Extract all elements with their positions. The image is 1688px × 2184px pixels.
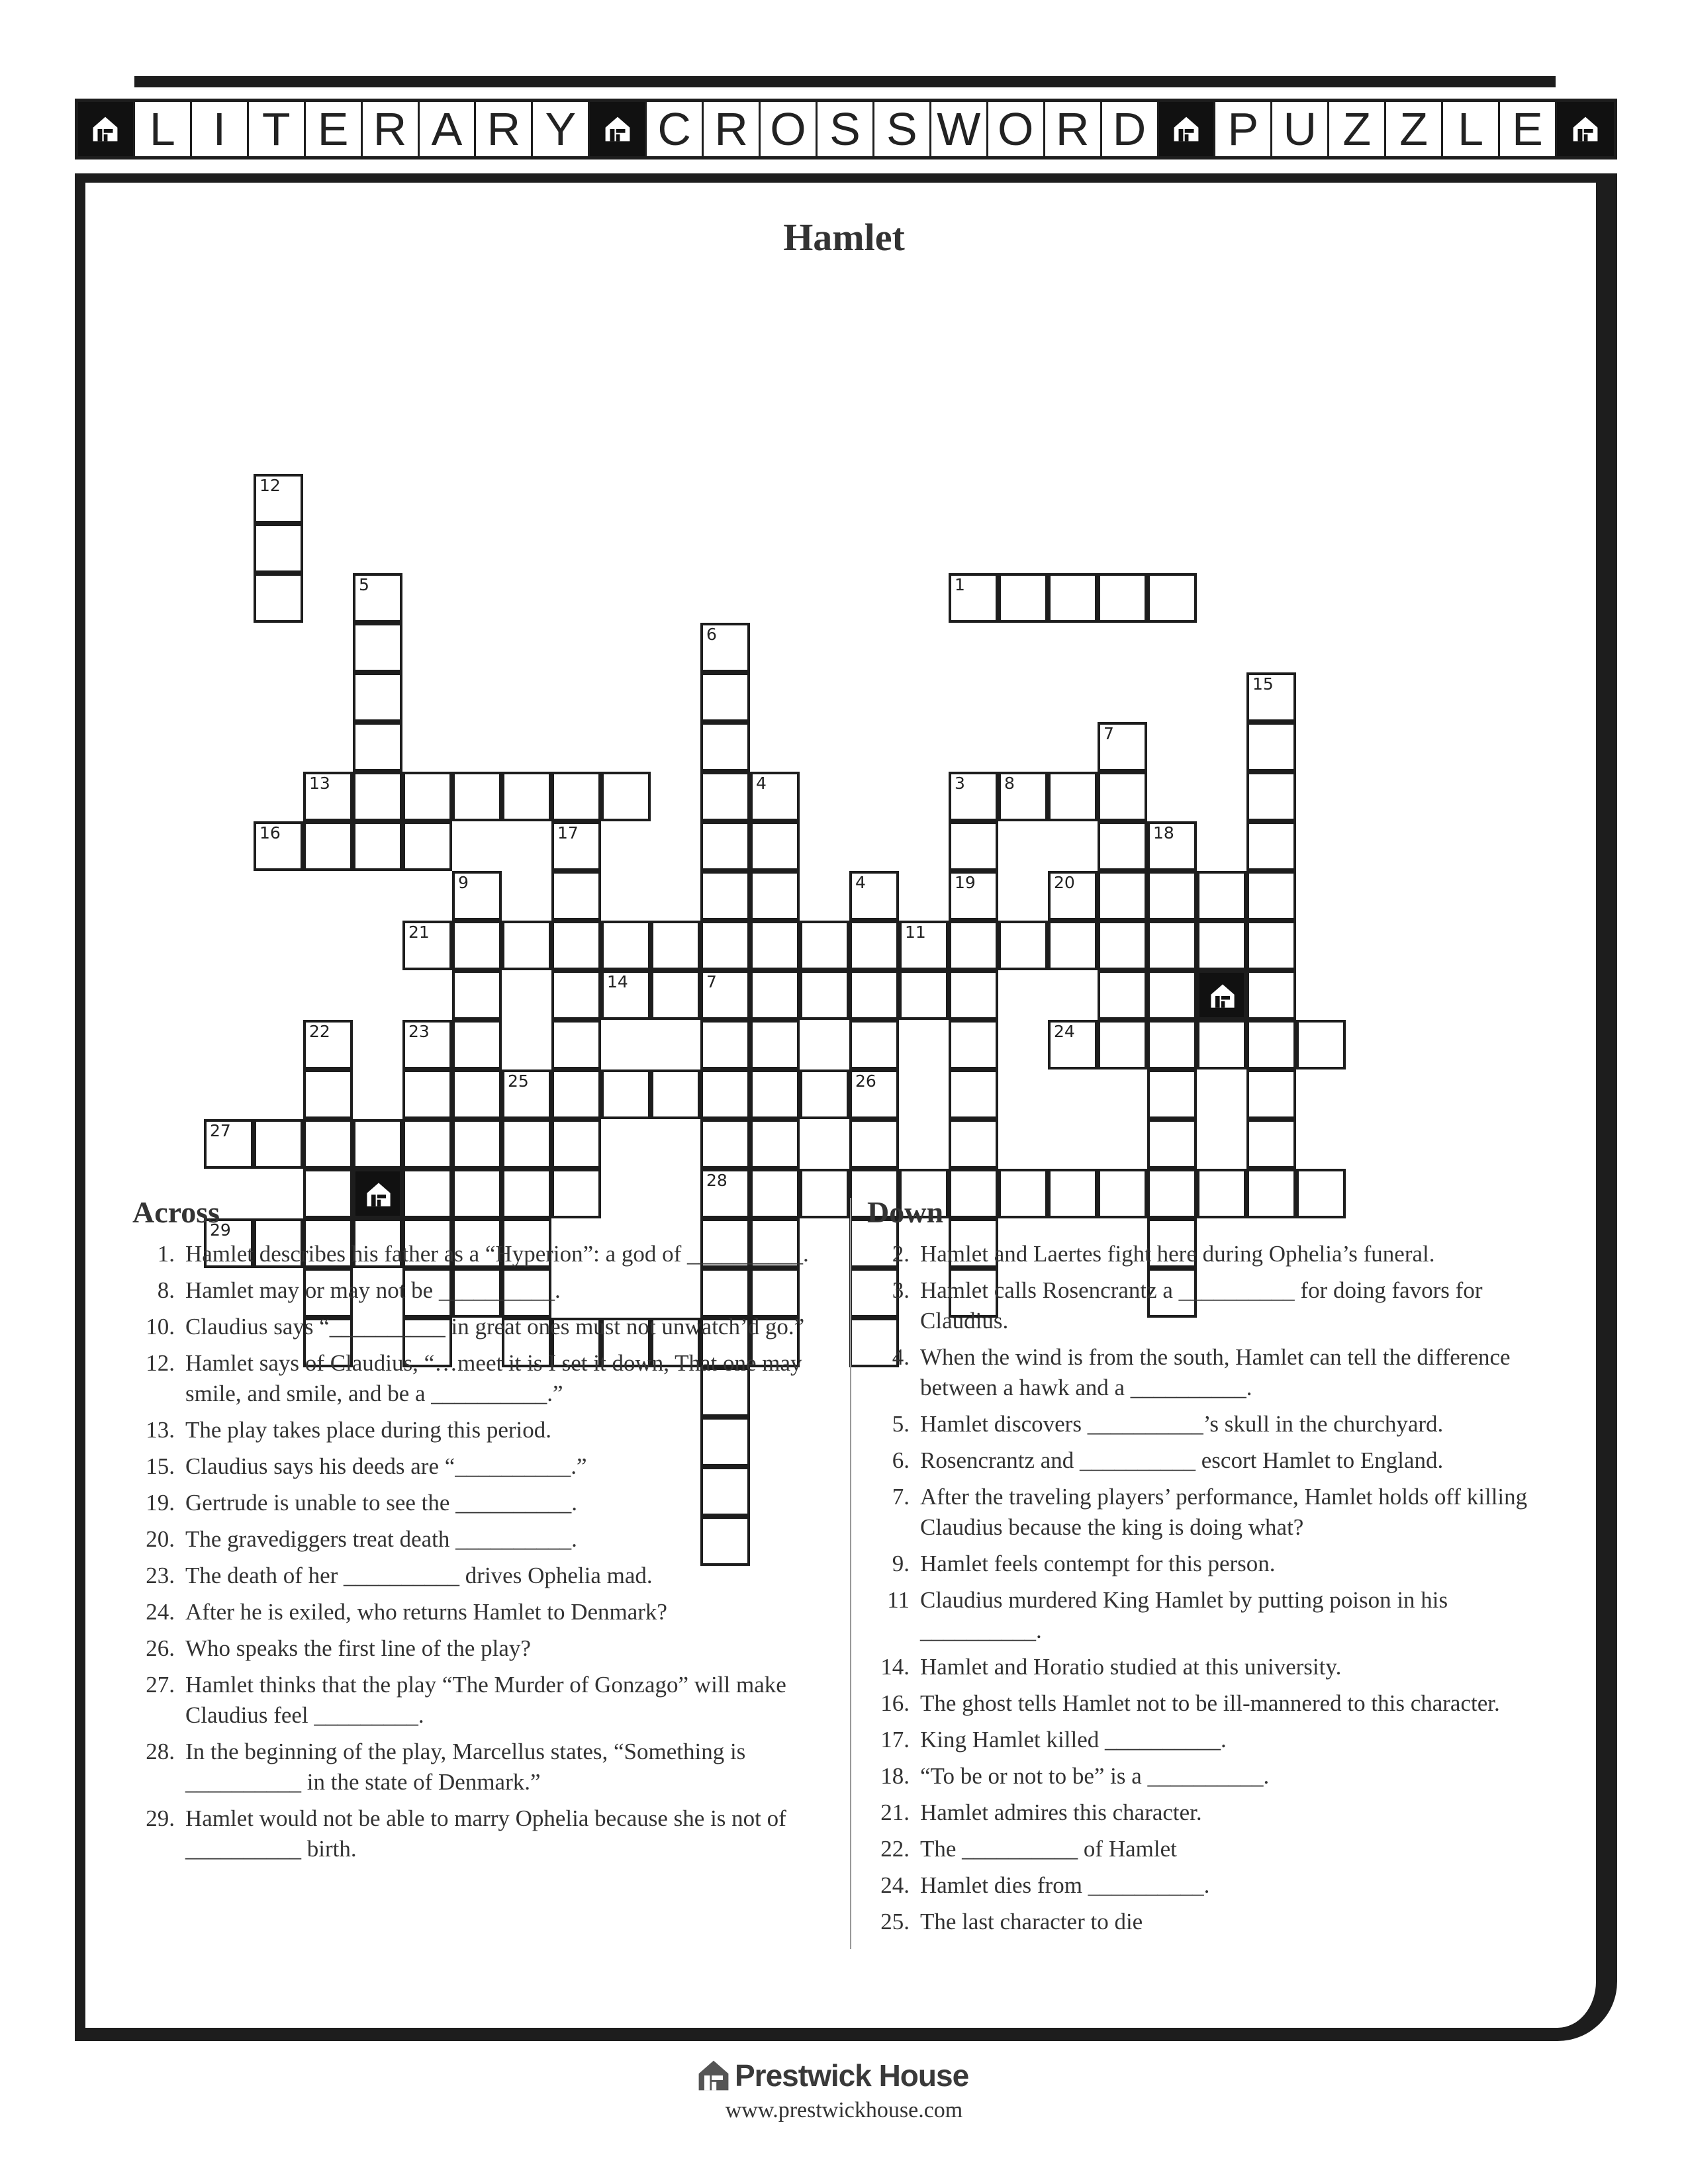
grid-cell[interactable] bbox=[800, 921, 849, 970]
clue-item-number: 27. bbox=[146, 1672, 175, 1698]
clue-item-number: 9. bbox=[892, 1551, 910, 1576]
grid-cell[interactable] bbox=[949, 970, 998, 1020]
grid-cell[interactable] bbox=[1197, 921, 1246, 970]
grid-cell[interactable] bbox=[750, 1020, 800, 1069]
clue-number: 12 bbox=[259, 476, 281, 495]
across-clue-list bbox=[132, 1239, 841, 1864]
grid-cell[interactable] bbox=[551, 821, 601, 871]
clue-item bbox=[867, 1652, 1562, 1682]
clue-number: 4 bbox=[855, 873, 866, 892]
clue-item-number: 21. bbox=[880, 1799, 910, 1825]
clue-item bbox=[867, 1834, 1562, 1864]
banner-letter: R bbox=[363, 102, 420, 156]
column-divider bbox=[850, 1198, 851, 1949]
clue-number: 4 bbox=[756, 774, 767, 793]
down-clue-list bbox=[867, 1239, 1562, 1937]
clue-item bbox=[132, 1737, 841, 1797]
banner-letter: W bbox=[931, 102, 988, 156]
banner-letter: O bbox=[988, 102, 1045, 156]
clue-number: 18 bbox=[1153, 823, 1174, 842]
clue-number: 25 bbox=[508, 1071, 529, 1091]
grid-cell[interactable] bbox=[899, 921, 949, 970]
grid-cell[interactable] bbox=[452, 1119, 502, 1169]
grid-cell[interactable] bbox=[402, 1069, 452, 1119]
banner-letter: Z bbox=[1329, 102, 1386, 156]
grid-cell[interactable] bbox=[502, 772, 551, 821]
clue-item-number: 11 bbox=[887, 1587, 910, 1613]
clue-item-text: After the traveling players’ performance, Hamlet holds off killing Claudius because the king is doing what? bbox=[920, 1484, 1528, 1540]
grid-cell[interactable] bbox=[1246, 1020, 1296, 1069]
grid-cell[interactable] bbox=[849, 871, 899, 921]
grid-cell[interactable] bbox=[1098, 821, 1147, 871]
clue-item bbox=[867, 1761, 1562, 1792]
grid-cell[interactable] bbox=[700, 1069, 750, 1119]
grid-cell[interactable] bbox=[353, 1119, 402, 1169]
clue-item-text: When the wind is from the south, Hamlet can tell the difference between a hawk and a __________. bbox=[920, 1344, 1511, 1400]
clue-number: 1 bbox=[955, 575, 965, 594]
grid-cell[interactable] bbox=[601, 772, 651, 821]
banner-letter: S bbox=[818, 102, 874, 156]
clue-item bbox=[867, 1275, 1562, 1336]
grid-cell[interactable] bbox=[502, 1069, 551, 1119]
clue-number: 11 bbox=[905, 923, 926, 942]
grid-cell[interactable] bbox=[750, 1119, 800, 1169]
clue-item bbox=[867, 1585, 1562, 1646]
clue-number: 24 bbox=[1054, 1022, 1075, 1041]
grid-cell[interactable] bbox=[1197, 871, 1246, 921]
clue-number: 15 bbox=[1252, 674, 1274, 694]
banner-letter: L bbox=[1443, 102, 1500, 156]
clue-number: 28 bbox=[706, 1171, 727, 1190]
clue-item-number: 16. bbox=[880, 1690, 910, 1716]
clue-item-text: Hamlet and Horatio studied at this university. bbox=[920, 1654, 1342, 1680]
clue-item-number: 29. bbox=[146, 1805, 175, 1831]
grid-cell[interactable] bbox=[750, 921, 800, 970]
grid-cell[interactable] bbox=[1098, 1020, 1147, 1069]
prestwick-house-icon bbox=[1197, 970, 1246, 1020]
clue-item bbox=[132, 1488, 841, 1518]
banner-letter: U bbox=[1272, 102, 1329, 156]
grid-cell[interactable] bbox=[1098, 970, 1147, 1020]
clue-item bbox=[867, 1482, 1562, 1543]
grid-cell[interactable] bbox=[452, 1020, 502, 1069]
grid-cell[interactable] bbox=[353, 573, 402, 623]
grid-cell[interactable] bbox=[849, 1119, 899, 1169]
grid-cell[interactable] bbox=[949, 821, 998, 871]
puzzle-title: Hamlet bbox=[783, 216, 905, 259]
clue-number: 13 bbox=[309, 774, 330, 793]
grid-cell[interactable] bbox=[1048, 1020, 1098, 1069]
grid-cell[interactable] bbox=[502, 1119, 551, 1169]
grid-cell[interactable] bbox=[1147, 970, 1197, 1020]
clue-item bbox=[132, 1597, 841, 1627]
clue-item-number: 20. bbox=[146, 1526, 175, 1552]
clue-item bbox=[132, 1524, 841, 1555]
grid-cell[interactable] bbox=[502, 921, 551, 970]
grid-cell[interactable] bbox=[551, 772, 601, 821]
grid-cell[interactable] bbox=[998, 921, 1048, 970]
grid-cell[interactable] bbox=[254, 821, 303, 871]
grid-cell[interactable] bbox=[1147, 573, 1197, 623]
grid-cell[interactable] bbox=[551, 1069, 601, 1119]
grid-cell[interactable] bbox=[750, 821, 800, 871]
grid-cell[interactable] bbox=[949, 573, 998, 623]
grid-cell[interactable] bbox=[1048, 921, 1098, 970]
clue-item-text: “To be or not to be” is a __________. bbox=[920, 1763, 1270, 1789]
clue-item-text: Gertrude is unable to see the __________. bbox=[185, 1490, 577, 1516]
clue-item bbox=[867, 1688, 1562, 1719]
grid-cell[interactable] bbox=[353, 623, 402, 672]
grid-cell[interactable] bbox=[601, 1069, 651, 1119]
grid-cell[interactable] bbox=[651, 921, 700, 970]
grid-cell[interactable] bbox=[254, 1119, 303, 1169]
grid-cell[interactable] bbox=[849, 921, 899, 970]
banner-letter: O bbox=[761, 102, 818, 156]
banner-letter: R bbox=[476, 102, 533, 156]
grid-cell[interactable] bbox=[800, 970, 849, 1020]
clue-item-text: The gravediggers treat death __________. bbox=[185, 1526, 577, 1552]
clue-item-number: 4. bbox=[892, 1344, 910, 1370]
clue-item-text: Hamlet dies from __________. bbox=[920, 1872, 1210, 1898]
grid-cell[interactable] bbox=[949, 772, 998, 821]
clue-number: 23 bbox=[408, 1022, 430, 1041]
clue-item-number: 26. bbox=[146, 1635, 175, 1661]
clue-item bbox=[867, 1342, 1562, 1403]
banner-letter: Y bbox=[533, 102, 590, 156]
clue-number: 17 bbox=[557, 823, 579, 842]
clue-item bbox=[867, 1239, 1562, 1269]
clue-number: 27 bbox=[210, 1121, 231, 1140]
grid-cell[interactable] bbox=[700, 623, 750, 672]
grid-cell[interactable] bbox=[651, 970, 700, 1020]
clue-number: 20 bbox=[1054, 873, 1075, 892]
clue-number: 7 bbox=[706, 972, 717, 991]
clue-item-text: Claudius says “__________ in great ones must not unwatch’d go.” bbox=[185, 1314, 805, 1340]
clue-item-text: Hamlet and Laertes fight here during Ophelia’s funeral. bbox=[920, 1241, 1435, 1267]
clue-item bbox=[132, 1348, 841, 1409]
clue-item bbox=[132, 1633, 841, 1664]
clue-item-text: Rosencrantz and __________ escort Hamlet to England. bbox=[920, 1447, 1444, 1473]
clue-item bbox=[132, 1451, 841, 1482]
grid-cell[interactable] bbox=[998, 573, 1048, 623]
grid-cell[interactable] bbox=[1147, 821, 1197, 871]
clue-item-number: 23. bbox=[146, 1563, 175, 1588]
clue-item bbox=[867, 1797, 1562, 1828]
grid-cell[interactable] bbox=[750, 1069, 800, 1119]
grid-cell[interactable] bbox=[303, 772, 353, 821]
clue-item-text: The death of her __________ drives Ophelia mad. bbox=[185, 1563, 653, 1588]
banner-letter: R bbox=[704, 102, 761, 156]
grid-cell[interactable] bbox=[1246, 1069, 1296, 1119]
clue-item-number: 17. bbox=[880, 1727, 910, 1752]
clue-item bbox=[867, 1549, 1562, 1579]
down-heading: Down bbox=[867, 1195, 944, 1229]
clue-item-number: 10. bbox=[146, 1314, 175, 1340]
grid-cell[interactable] bbox=[1098, 722, 1147, 772]
clue-item-number: 6. bbox=[892, 1447, 910, 1473]
grid-cell[interactable] bbox=[949, 871, 998, 921]
clue-item-number: 13. bbox=[146, 1417, 175, 1443]
banner-letter: P bbox=[1215, 102, 1272, 156]
clue-item-number: 24. bbox=[146, 1599, 175, 1625]
grid-cell[interactable] bbox=[849, 1020, 899, 1069]
clue-number: 21 bbox=[408, 923, 430, 942]
clue-item-text: Hamlet would not be able to marry Ophelia because she is not of __________ birth. bbox=[185, 1805, 786, 1862]
grid-cell[interactable] bbox=[849, 1069, 899, 1119]
down-clues bbox=[867, 1195, 1562, 1943]
clue-number: 5 bbox=[359, 575, 369, 594]
clue-item-number: 7. bbox=[892, 1484, 910, 1510]
grid-cell[interactable] bbox=[402, 1119, 452, 1169]
grid-cell[interactable] bbox=[303, 821, 353, 871]
banner-letter: T bbox=[249, 102, 306, 156]
clue-item bbox=[867, 1445, 1562, 1476]
clue-item-text: Claudius murdered King Hamlet by putting poison in his __________. bbox=[920, 1587, 1448, 1643]
grid-cell[interactable] bbox=[700, 1020, 750, 1069]
grid-cell[interactable] bbox=[800, 1069, 849, 1119]
across-clues bbox=[132, 1195, 841, 1870]
grid-cell[interactable] bbox=[1098, 871, 1147, 921]
grid-cell[interactable] bbox=[750, 871, 800, 921]
grid-cell[interactable] bbox=[1246, 672, 1296, 722]
grid-cell[interactable] bbox=[949, 1069, 998, 1119]
banner-letter: Z bbox=[1386, 102, 1443, 156]
clue-item bbox=[132, 1803, 841, 1864]
clue-item bbox=[132, 1239, 841, 1269]
grid-cell[interactable] bbox=[1147, 1119, 1197, 1169]
clue-number: 26 bbox=[855, 1071, 876, 1091]
grid-cell[interactable] bbox=[700, 1119, 750, 1169]
clue-item-text: Hamlet says of Claudius, “…meet it is I set it down, That one may smile, and smile, and be a __________.” bbox=[185, 1350, 802, 1406]
clue-item-text: In the beginning of the play, Marcellus states, “Something is __________ in the state of Denmark.” bbox=[185, 1739, 746, 1795]
grid-cell[interactable] bbox=[452, 921, 502, 970]
clue-number: 6 bbox=[706, 625, 717, 644]
publisher-logo bbox=[695, 2057, 993, 2094]
clue-item bbox=[132, 1415, 841, 1445]
clue-item-text: Claudius says his deeds are “__________.” bbox=[185, 1453, 587, 1479]
grid-cell[interactable] bbox=[1098, 573, 1147, 623]
clue-item bbox=[132, 1561, 841, 1591]
clue-item-number: 3. bbox=[892, 1277, 910, 1303]
clue-item bbox=[132, 1670, 841, 1731]
clue-item bbox=[132, 1275, 841, 1306]
banner-letter: R bbox=[1045, 102, 1102, 156]
clue-item-text: Hamlet feels contempt for this person. bbox=[920, 1551, 1276, 1576]
clue-item-number: 15. bbox=[146, 1453, 175, 1479]
banner-letter: D bbox=[1102, 102, 1159, 156]
banner-letter: A bbox=[420, 102, 477, 156]
clue-number: 3 bbox=[955, 774, 965, 793]
grid-cell[interactable] bbox=[303, 1119, 353, 1169]
grid-cell[interactable] bbox=[1147, 921, 1197, 970]
banner-letter: E bbox=[306, 102, 363, 156]
grid-cell[interactable] bbox=[601, 921, 651, 970]
grid-cell[interactable] bbox=[1048, 871, 1098, 921]
grid-cell[interactable] bbox=[700, 672, 750, 722]
grid-cell[interactable] bbox=[402, 772, 452, 821]
clue-number: 19 bbox=[955, 873, 976, 892]
grid-cell[interactable] bbox=[1296, 1020, 1346, 1069]
grid-cell[interactable] bbox=[551, 1119, 601, 1169]
clue-item-text: The ghost tells Hamlet not to be ill-mannered to this character. bbox=[920, 1690, 1500, 1716]
grid-cell[interactable] bbox=[1147, 871, 1197, 921]
publisher-name: Prestwick House bbox=[735, 2058, 969, 2093]
grid-cell[interactable] bbox=[1048, 772, 1098, 821]
clue-number: 8 bbox=[1004, 774, 1015, 793]
clue-item-number: 25. bbox=[880, 1909, 910, 1934]
grid-cell[interactable] bbox=[949, 1119, 998, 1169]
across-heading: Across bbox=[132, 1195, 220, 1229]
clue-number: 7 bbox=[1103, 724, 1114, 743]
grid-cell[interactable] bbox=[1246, 921, 1296, 970]
grid-cell[interactable] bbox=[1246, 871, 1296, 921]
clue-number: 14 bbox=[607, 972, 628, 991]
grid-cell[interactable] bbox=[700, 722, 750, 772]
grid-cell[interactable] bbox=[1098, 921, 1147, 970]
grid-cell[interactable] bbox=[1246, 1119, 1296, 1169]
grid-cell[interactable] bbox=[551, 871, 601, 921]
clue-number: 29 bbox=[210, 1220, 231, 1240]
clue-item bbox=[132, 1312, 841, 1342]
grid-cell[interactable] bbox=[204, 1119, 254, 1169]
banner-letter: L bbox=[135, 102, 192, 156]
grid-cell[interactable] bbox=[949, 921, 998, 970]
clue-item-text: Hamlet calls Rosencrantz a __________ for doing favors for Claudius. bbox=[920, 1277, 1483, 1334]
clue-item-number: 12. bbox=[146, 1350, 175, 1376]
banner-letter: I bbox=[192, 102, 249, 156]
clue-item bbox=[867, 1409, 1562, 1439]
grid-cell[interactable] bbox=[303, 1069, 353, 1119]
grid-cell[interactable] bbox=[1098, 772, 1147, 821]
grid-cell[interactable] bbox=[353, 821, 402, 871]
grid-cell[interactable] bbox=[1246, 772, 1296, 821]
grid-cell[interactable] bbox=[849, 970, 899, 1020]
banner-letter: E bbox=[1500, 102, 1557, 156]
grid-cell[interactable] bbox=[899, 970, 949, 1020]
grid-cell[interactable] bbox=[700, 871, 750, 921]
grid-cell[interactable] bbox=[949, 1020, 998, 1069]
clue-item-number: 8. bbox=[157, 1277, 175, 1303]
grid-cell[interactable] bbox=[452, 772, 502, 821]
grid-cell[interactable] bbox=[254, 474, 303, 523]
clue-item-number: 22. bbox=[880, 1836, 910, 1862]
grid-cell[interactable] bbox=[353, 772, 402, 821]
prestwick-house-icon bbox=[695, 2057, 732, 2094]
clue-item-number: 28. bbox=[146, 1739, 175, 1764]
publisher-url: www.prestwickhouse.com bbox=[725, 2098, 963, 2122]
grid-cell[interactable] bbox=[651, 1069, 700, 1119]
grid-cell[interactable] bbox=[1197, 1020, 1246, 1069]
grid-cell[interactable] bbox=[452, 970, 502, 1020]
clue-item-text: The last character to die bbox=[920, 1909, 1143, 1934]
clue-item-text: Hamlet may or may not be __________. bbox=[185, 1277, 561, 1303]
clue-item-number: 5. bbox=[892, 1411, 910, 1437]
grid-cell[interactable] bbox=[700, 821, 750, 871]
grid-cell[interactable] bbox=[353, 672, 402, 722]
clue-item-text: Hamlet admires this character. bbox=[920, 1799, 1202, 1825]
grid-cell[interactable] bbox=[452, 871, 502, 921]
grid-cell[interactable] bbox=[1147, 1069, 1197, 1119]
grid-cell[interactable] bbox=[700, 921, 750, 970]
clue-item-number: 19. bbox=[146, 1490, 175, 1516]
grid-cell[interactable] bbox=[551, 970, 601, 1020]
grid-cell[interactable] bbox=[452, 1069, 502, 1119]
grid-cell[interactable] bbox=[402, 1020, 452, 1069]
grid-cell[interactable] bbox=[353, 722, 402, 772]
clue-item-text: Hamlet thinks that the play “The Murder of Gonzago” will make Claudius feel _________. bbox=[185, 1672, 786, 1728]
grid-cell[interactable] bbox=[303, 1020, 353, 1069]
clue-number: 22 bbox=[309, 1022, 330, 1041]
clue-item-text: Hamlet describes his father as a “Hyperion”: a god of __________. bbox=[185, 1241, 809, 1267]
grid-cell[interactable] bbox=[254, 573, 303, 623]
clue-item-number: 18. bbox=[880, 1763, 910, 1789]
grid-cell[interactable] bbox=[750, 970, 800, 1020]
grid-cell[interactable] bbox=[551, 1020, 601, 1069]
grid-cell[interactable] bbox=[750, 772, 800, 821]
clue-number: 9 bbox=[458, 873, 469, 892]
grid-cell[interactable] bbox=[551, 921, 601, 970]
clue-item bbox=[867, 1725, 1562, 1755]
clue-item-number: 14. bbox=[880, 1654, 910, 1680]
grid-cell[interactable] bbox=[998, 772, 1048, 821]
clue-item-number: 2. bbox=[892, 1241, 910, 1267]
grid-cell[interactable] bbox=[601, 970, 651, 1020]
grid-cell[interactable] bbox=[402, 821, 452, 871]
clue-item-number: 1. bbox=[157, 1241, 175, 1267]
clue-number: 16 bbox=[259, 823, 281, 842]
clue-item-text: Who speaks the first line of the play? bbox=[185, 1635, 531, 1661]
grid-cell[interactable] bbox=[700, 970, 750, 1020]
grid-cell[interactable] bbox=[402, 921, 452, 970]
grid-cell[interactable] bbox=[1147, 1020, 1197, 1069]
grid-cell[interactable] bbox=[1048, 573, 1098, 623]
banner-letter: C bbox=[647, 102, 704, 156]
clue-item-text: The play takes place during this period. bbox=[185, 1417, 552, 1443]
grid-cell[interactable] bbox=[700, 772, 750, 821]
clue-item-text: King Hamlet killed __________. bbox=[920, 1727, 1227, 1752]
clue-item bbox=[867, 1907, 1562, 1937]
clue-item-text: After he is exiled, who returns Hamlet to Denmark? bbox=[185, 1599, 667, 1625]
clue-item-text: The __________ of Hamlet bbox=[920, 1836, 1177, 1862]
grid-cell[interactable] bbox=[1246, 970, 1296, 1020]
clue-item bbox=[867, 1870, 1562, 1901]
clue-item-text: Hamlet discovers __________’s skull in the churchyard. bbox=[920, 1411, 1444, 1437]
grid-cell[interactable] bbox=[1246, 821, 1296, 871]
grid-cell[interactable] bbox=[254, 523, 303, 573]
clue-item-number: 24. bbox=[880, 1872, 910, 1898]
grid-cell[interactable] bbox=[1246, 722, 1296, 772]
banner-letter: S bbox=[874, 102, 931, 156]
